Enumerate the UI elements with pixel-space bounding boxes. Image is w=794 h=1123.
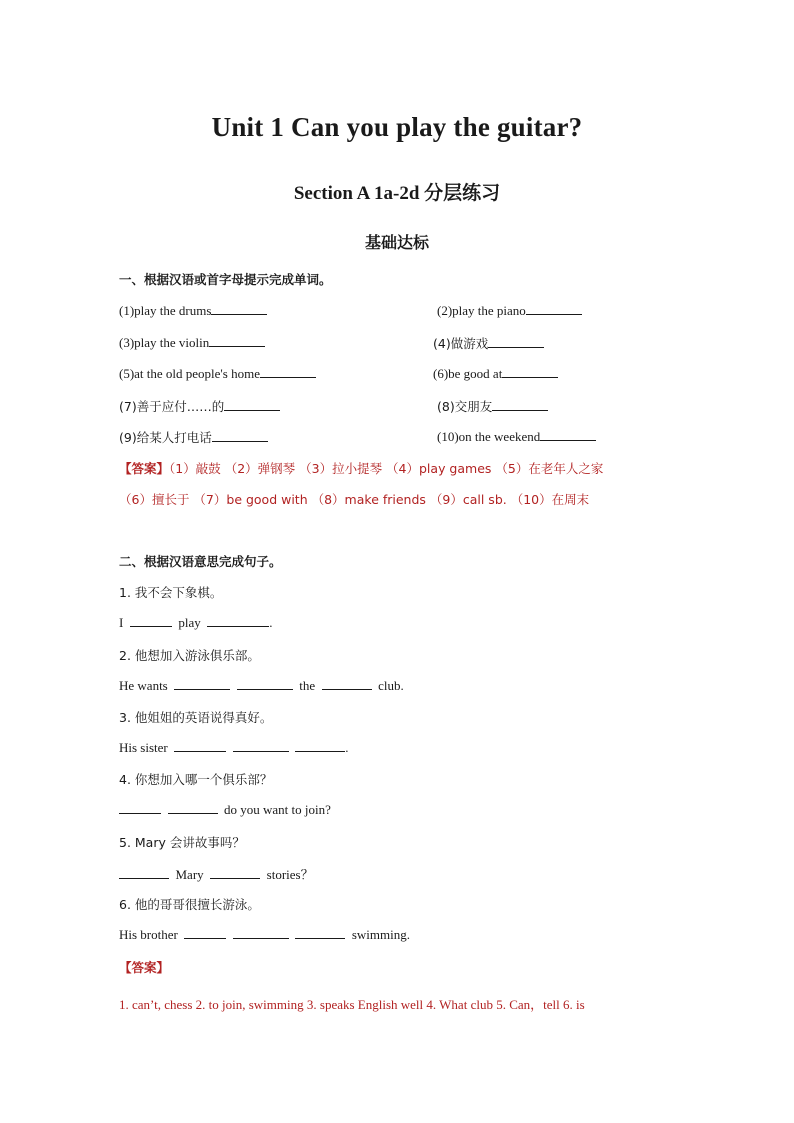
- word-item-2: (2)play the piano: [437, 302, 582, 319]
- part2-heading: 二、根据汉语意思完成句子。: [119, 554, 282, 569]
- answer-blank[interactable]: [295, 926, 345, 939]
- q2-chinese: 2. 他想加入游泳俱乐部。: [119, 648, 260, 663]
- word-item-1: (1)play the drums: [119, 302, 267, 319]
- answer-blank[interactable]: [233, 739, 289, 752]
- answer-blank[interactable]: [502, 365, 558, 378]
- answer-blank[interactable]: [119, 801, 161, 814]
- answer-blank[interactable]: [237, 677, 293, 690]
- page-title: Unit 1 Can you play the guitar?: [211, 112, 583, 142]
- q4-chinese: 4. 你想加入哪一个俱乐部？: [119, 772, 273, 787]
- answer-blank[interactable]: [295, 739, 345, 752]
- answer-blank[interactable]: [168, 801, 218, 814]
- word-item-3: (3)play the violin: [119, 334, 265, 351]
- q3-chinese: 3. 他姐姐的英语说得真好。: [119, 710, 273, 725]
- word-item-7: (7)善于应付……的: [119, 397, 280, 415]
- answer-blank[interactable]: [184, 926, 226, 939]
- q1-chinese: 1. 我不会下象棋。: [119, 585, 223, 600]
- answer-blank[interactable]: [212, 429, 268, 442]
- word-item-5: (5)at the old people's home: [119, 365, 316, 382]
- answer-blank[interactable]: [526, 302, 582, 315]
- word-item-4: (4)做游戏: [433, 334, 544, 352]
- q6-chinese: 6. 他的哥哥很擅长游泳。: [119, 897, 260, 912]
- word-item-6: (6)be good at: [433, 365, 558, 382]
- answer-blank[interactable]: [488, 335, 544, 348]
- answer-blank[interactable]: [260, 365, 316, 378]
- section-subtitle: Section A 1a-2d 分层练习: [293, 183, 501, 204]
- level-heading: 基础达标: [364, 233, 429, 252]
- q2-english: He wants the club.: [119, 678, 404, 693]
- q6-english: His brother swimming.: [119, 927, 411, 942]
- q5-chinese: 5. Mary 会讲故事吗？: [119, 835, 245, 850]
- word-item-8: (8)交朋友: [437, 397, 548, 415]
- answer-blank[interactable]: [174, 739, 226, 752]
- answer-blank[interactable]: [209, 334, 265, 347]
- part2-answer-text: 1. can’t, chess 2. to join, swimming 3. speaks English well 4. What club 5. Can，tell 6. is: [119, 997, 585, 1012]
- answer-blank[interactable]: [174, 677, 230, 690]
- answer-blank[interactable]: [130, 614, 172, 627]
- answer-blank[interactable]: [119, 866, 169, 879]
- answer-blank[interactable]: [322, 677, 372, 690]
- answer-label: 【答案】: [119, 461, 170, 476]
- q5-english: Mary stories？: [119, 864, 314, 883]
- answer-blank[interactable]: [224, 398, 280, 411]
- q3-english: His sister .: [119, 740, 349, 755]
- answer-blank[interactable]: [210, 866, 260, 879]
- answer-blank[interactable]: [211, 302, 267, 315]
- word-item-9: (9)给某人打电话: [119, 428, 268, 446]
- answer-blank[interactable]: [540, 428, 596, 441]
- part1-answer-line2: （6）擅长于 （7）be good with （8）make friends （9）call sb. （10）在周末: [119, 492, 590, 507]
- answer-blank[interactable]: [492, 398, 548, 411]
- answer-blank[interactable]: [233, 926, 289, 939]
- part1-answer-line1: 【答案】（1）敲鼓 （2）弹钢琴 （3）拉小提琴 （4）play games （5）在老年人之家: [119, 461, 604, 476]
- q1-english: I play .: [119, 615, 273, 630]
- q4-english: do you want to join?: [119, 801, 331, 818]
- answer-blank[interactable]: [207, 614, 269, 627]
- part1-heading: 一、根据汉语或首字母提示完成单词。: [119, 272, 332, 287]
- word-item-10: (10)on the weekend: [437, 428, 596, 445]
- part2-answer-label: 【答案】: [119, 960, 170, 975]
